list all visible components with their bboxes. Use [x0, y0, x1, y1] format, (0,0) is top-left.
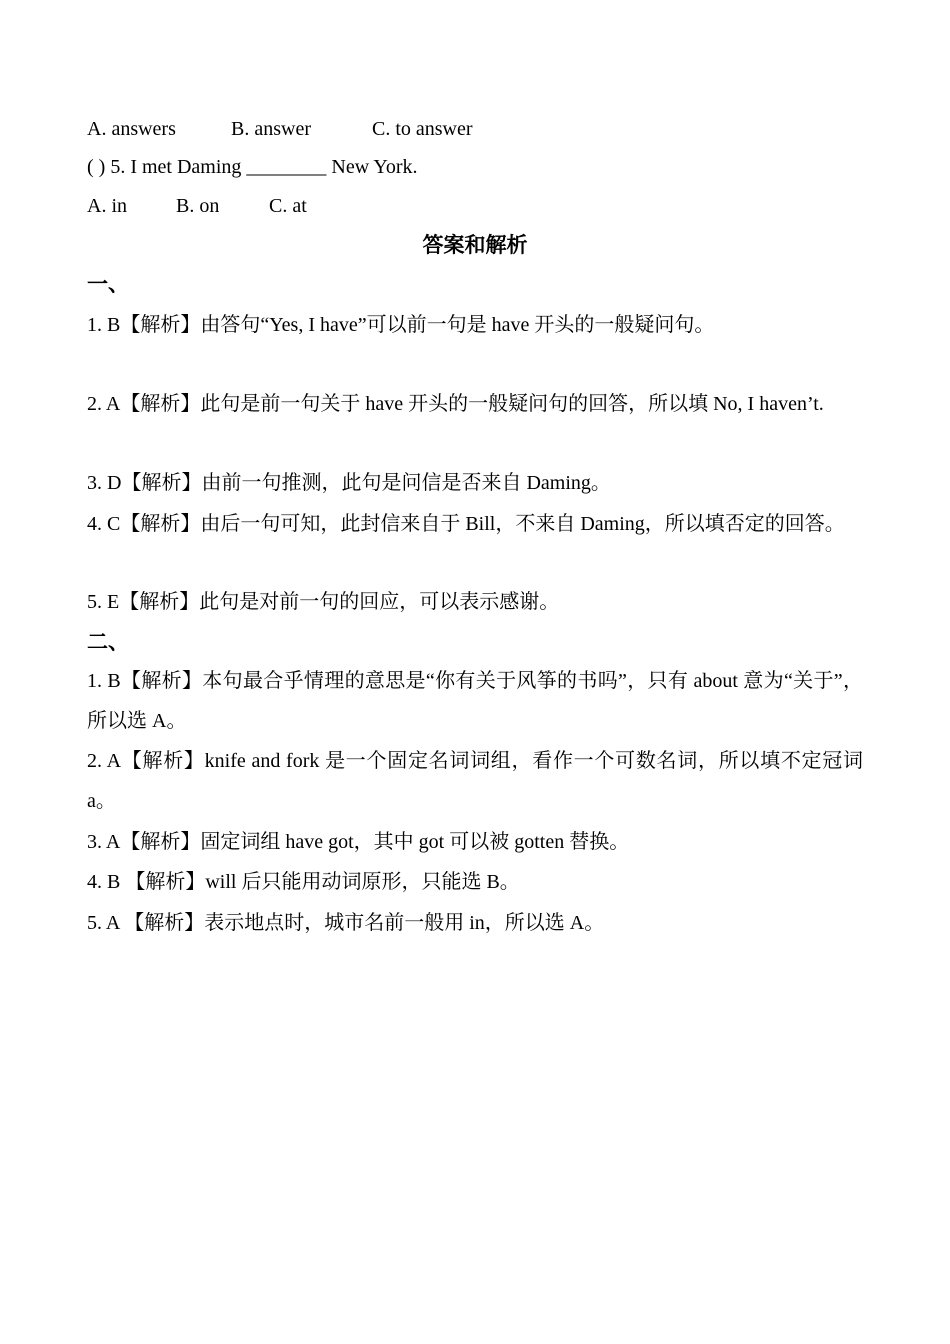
answer-title: 答案和解析	[422, 233, 528, 257]
part-2-heading: 二、	[87, 630, 129, 654]
answer-item: 4. B 【解析】will 后只能用动词原形，只能选 B。	[87, 871, 520, 893]
answer-item: 3. D【解析】由前一句推测，此句是问信是否来自 Daming。	[87, 472, 611, 494]
question-5-stem: ( ) 5. I met Daming ________ New York.	[87, 156, 418, 178]
answer-item: 5. E【解析】此句是对前一句的回应，可以表示感谢。	[87, 591, 560, 613]
answer-item: 3. A【解析】固定词组 have got，其中 got 可以被 gotten 替换。	[87, 831, 630, 853]
answer-item: 1. B【解析】由答句“Yes, I have”可以前一句是 have 开头的一般疑问句。	[87, 314, 715, 336]
answer-item: 1. B【解析】本句最合乎情理的意思是“你有关于风筝的书吗”，只有 about 意为“关于”，所以选 A。	[87, 670, 863, 732]
option-b: B. on	[176, 195, 220, 217]
answer-item: 2. A【解析】此句是前一句关于 have 开头的一般疑问句的回答，所以填 No, I haven’t.	[87, 393, 824, 415]
part-1-heading: 一、	[87, 272, 129, 296]
option-a: A. in	[87, 195, 127, 217]
question-5-options	[87, 193, 307, 219]
option-c: C. at	[269, 195, 307, 217]
option-c: C. to answer	[372, 118, 473, 140]
answer-item: 2. A【解析】knife and fork 是一个固定名词词组，看作一个可数名词，所以填不定冠词 a。	[87, 750, 863, 812]
answer-item: 4. C【解析】由后一句可知，此封信来自于 Bill，不来自 Daming，所以填否定的回答。	[87, 513, 845, 535]
question-4-options	[87, 116, 473, 142]
answer-item: 5. A 【解析】表示地点时，城市名前一般用 in，所以选 A。	[87, 912, 605, 934]
option-b: B. answer	[231, 118, 311, 140]
option-a: A. answers	[87, 118, 176, 140]
